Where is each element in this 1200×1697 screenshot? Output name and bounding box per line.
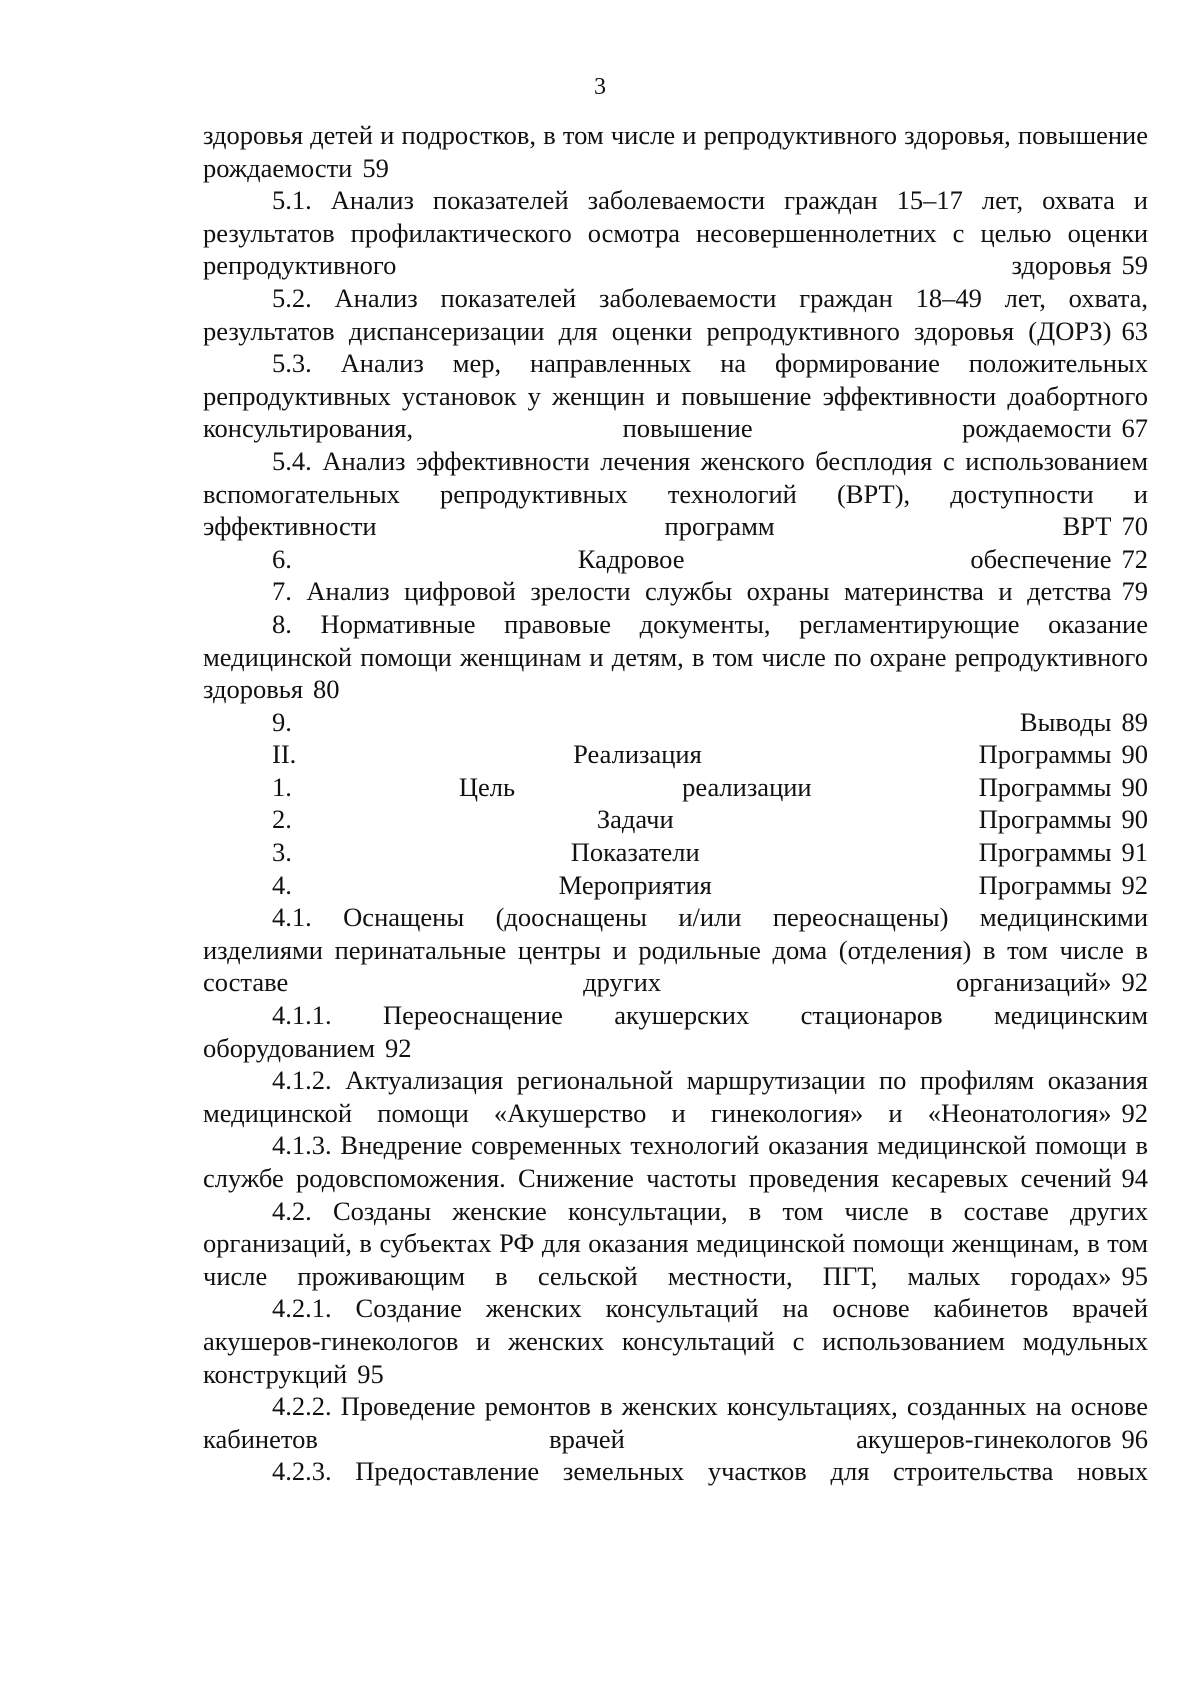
toc-entry-title: 5.2. Анализ показателей заболеваемости граждан 18–49 лет, охвата, результатов диспансеризации для оценки репродуктивного здоровья (ДОРЗ) [203,282,1148,346]
toc-entry-page: 94 [1121,1163,1148,1193]
toc-entry [203,347,1148,445]
toc-entry-page: 95 [1121,1260,1148,1291]
toc-entry-title: 5.3. Анализ мер, направленных на формирование положительных репродуктивных установок у женщин и повышение эффективности доабортного консультирования, повышение рождаемости [203,348,1148,444]
toc-entry-title: 6. Кадровое обеспечение [272,543,1112,574]
toc-entry-title: 4. Мероприятия Программы [272,869,1112,900]
toc-entry-page: 70 [1121,511,1148,542]
toc-entry [203,999,1148,1064]
toc-entry-title: 4.2.3. Предоставление земельных участков для строительства новых [272,1456,1148,1487]
toc-entry-page: 90 [1121,739,1148,770]
toc-entry-page: 92 [1121,869,1148,900]
toc-entry-page: 59 [1121,250,1148,281]
toc-entry-title: 4.1.1. Переоснащение акушерских стационаров медицинским оборудованием [203,1000,1148,1063]
toc-entry [203,901,1148,999]
toc-entry [203,282,1148,347]
toc-entry-title: 2. Задачи Программы [272,804,1112,835]
toc-entry [203,706,1148,739]
toc-entry-title: 4.1.3. Внедрение современных технологий оказания медицинской помощи в службе родовспоможения. Снижение частоты проведения кесаревых сечений [203,1130,1148,1193]
toc-entry [203,1195,1148,1293]
toc-entry-page: 92 [1121,967,1148,998]
toc-entry-page: 59 [362,152,389,183]
toc-entry [203,1390,1148,1455]
toc-entry-title: 4.1.2. Актуализация региональной маршрутизации по профилям оказания медицинской помощи «Акушерство и гинекология» и «Неонатология» [203,1065,1148,1128]
toc-entry-page: 90 [1121,804,1148,835]
toc-entry-page: 79 [1121,576,1148,607]
toc-entry [203,543,1148,576]
toc-entry-title: 4.2. Созданы женские консультации, в том числе в составе других организаций, в субъектах РФ для оказания медицинской помощи женщинам, в том числе проживающим в сельской местности, ПГТ, малых городах» [203,1195,1148,1291]
page-number: 3 [594,74,606,100]
toc-entry [203,1292,1148,1390]
toc-entry [203,738,1148,771]
toc-entry-page: 91 [1121,837,1148,868]
toc-entry-title: 1. Цель реализации Программы [272,771,1112,802]
toc-entry-page: 80 [313,674,340,705]
toc-entry [203,445,1148,543]
toc-entry [203,1455,1148,1488]
toc-entry [203,1064,1148,1129]
toc-entry-title: 8. Нормативные правовые документы, регламентирующие оказание медицинской помощи женщинам и детям, в том числе по охране репродуктивного здоровья [203,608,1148,705]
toc-entry-title: 7. Анализ цифровой зрелости службы охраны материнства и детства [272,576,1112,607]
toc-entry [203,771,1148,804]
toc-entry [203,803,1148,836]
toc-entry-page: 92 [385,1032,412,1063]
toc-entry-page: 89 [1121,706,1148,737]
toc-entry-title: 5.4. Анализ эффективности лечения женского бесплодия с использованием вспомогательных репродуктивных технологий (ВРТ), доступности и эффективности программ ВРТ [203,445,1148,542]
toc-entry-title: 4.1. Оснащены (дооснащены и/или переоснащены) медицинскими изделиями перинатальные центры и родильные дома (отделения) в том числе в составе других организаций» [203,902,1148,998]
toc-entry-title: 3. Показатели Программы [272,837,1112,868]
toc-entry-page: 67 [1121,413,1148,444]
toc-entry [203,869,1148,902]
toc-entry-page: 96 [1121,1423,1148,1454]
toc-entry-title: II. Реализация Программы [272,739,1112,770]
toc-entry-title: 4.2.1. Создание женских консультаций на основе кабинетов врачей акушеров-гинекологов и женских консультаций с использованием модульных конструкций [203,1293,1148,1389]
toc-entry-page: 63 [1121,315,1148,346]
toc-entry-page: 72 [1121,543,1148,574]
toc-entry-title: 5.1. Анализ показателей заболеваемости граждан 15–17 лет, охвата и результатов профилактического осмотра несовершеннолетних с целью оценки репродуктивного здоровья [203,185,1148,281]
toc-entry-title: здоровья детей и подростков, в том числе и репродуктивного здоровья, повышение рождаемости [203,120,1148,183]
toc-entry-page: 92 [1121,1097,1148,1128]
toc-entry [203,836,1148,869]
toc-entry [203,608,1148,706]
toc-entry-title: 4.2.2. Проведение ремонтов в женских консультациях, созданных на основе кабинетов врачей акушеров-гинекологов [203,1391,1148,1454]
toc-entry-page: 95 [357,1358,384,1389]
table-of-contents [203,119,1148,1488]
toc-entry [203,184,1148,282]
toc-entry-page: 90 [1121,771,1148,802]
toc-entry [203,119,1148,184]
toc-entry [203,575,1148,608]
toc-entry-title: 9. Выводы [272,706,1112,737]
toc-entry [203,1129,1148,1194]
